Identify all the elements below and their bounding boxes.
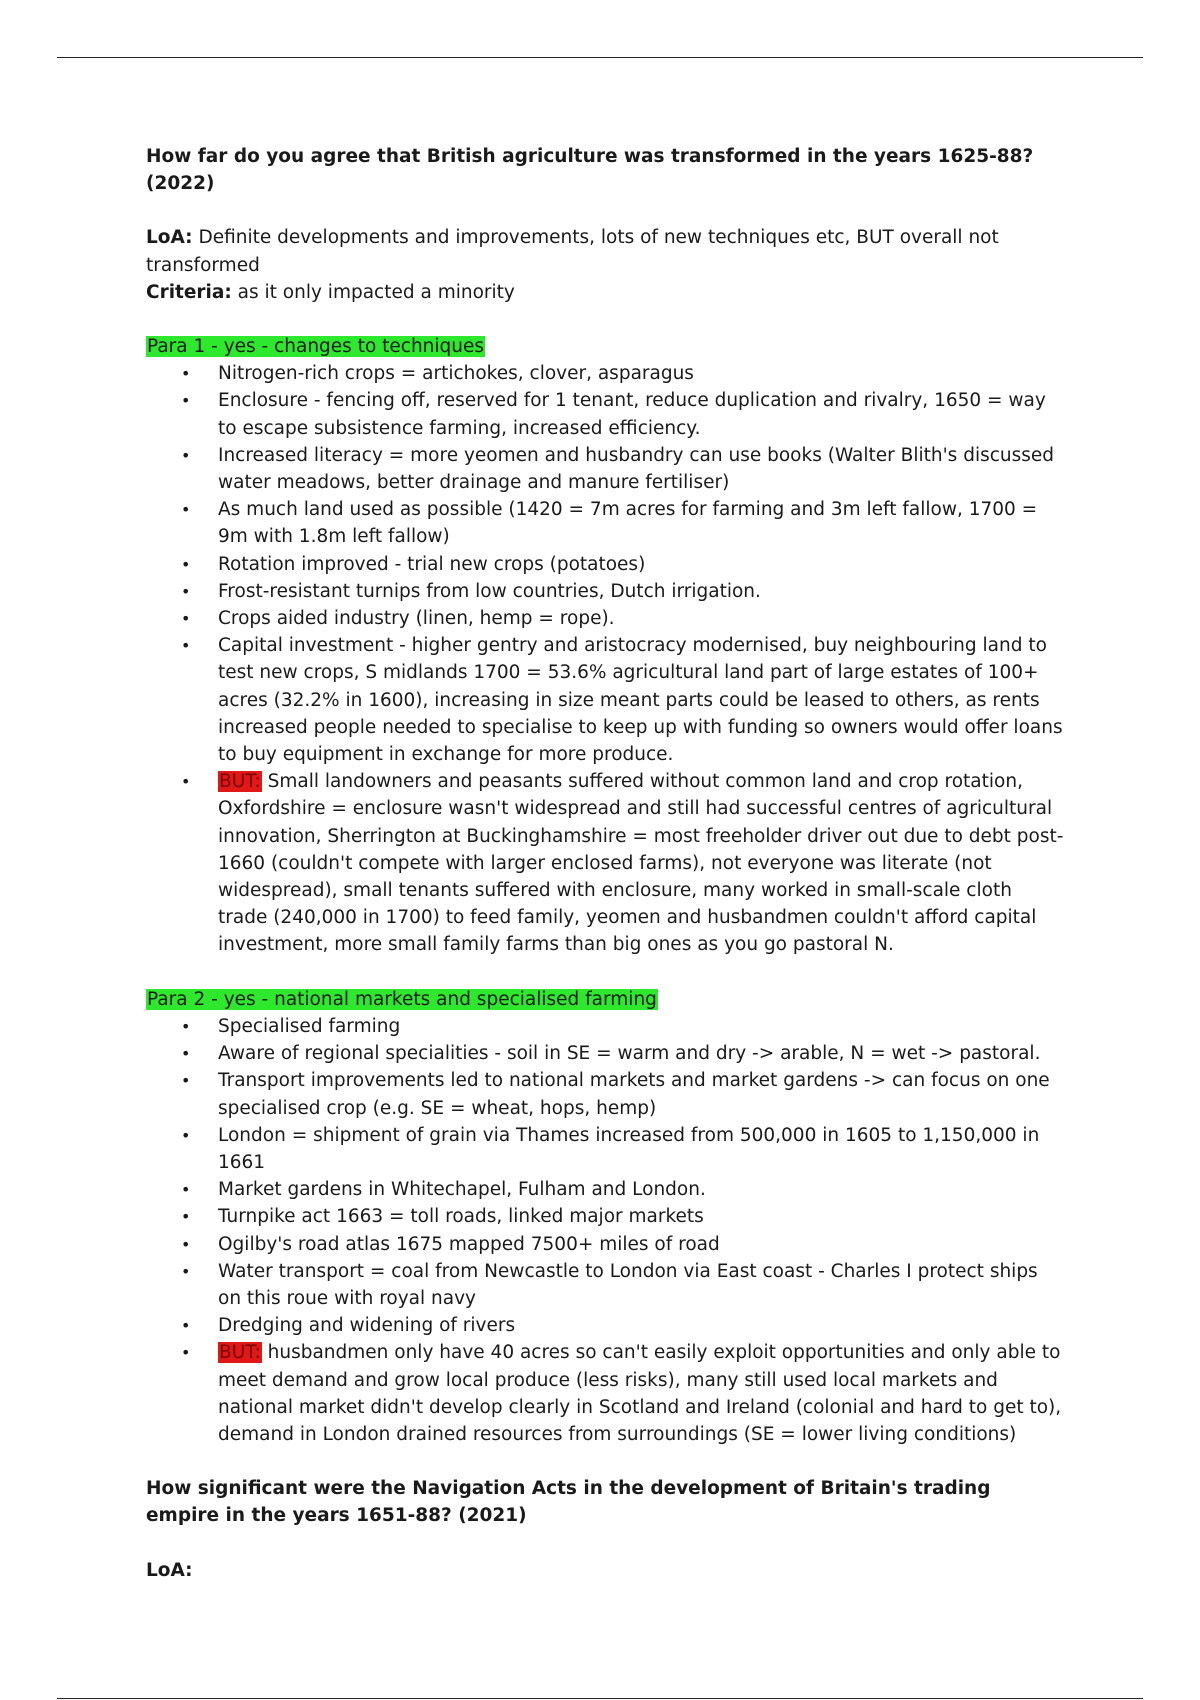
list-item-text: Increased literacy = more yeomen and husbandry can use books (Walter Blith's discussed water meadows, better drainage and manure fertiliser)	[218, 444, 1055, 494]
list-item	[146, 387, 1066, 441]
bullet-icon: •	[181, 391, 191, 411]
bullet-icon: •	[181, 1261, 191, 1281]
list-item	[146, 1040, 1066, 1067]
list-item	[146, 1258, 1066, 1312]
bottom-rule	[57, 1698, 1143, 1699]
list-item	[146, 442, 1066, 496]
but-highlight: BUT:	[219, 771, 261, 793]
bullet-icon: •	[181, 1016, 191, 1036]
list-item	[146, 1013, 1066, 1040]
list-item	[146, 1231, 1066, 1258]
question-2-title: How significant were the Navigation Acts in the development of Britain's trading empire in the years 1651-88? (2021)	[146, 1478, 991, 1527]
list-item-text: Transport improvements led to national markets and market gardens -> can focus on one specialised crop (e.g. SE = wheat, hops, hemp)	[218, 1070, 1050, 1119]
question-1-title: How far do you agree that British agriculture was transformed in the years 1625-88? (2022)	[146, 146, 1034, 195]
list-item-but	[146, 768, 1066, 958]
but-highlight: BUT:	[219, 1342, 261, 1364]
list-item	[146, 632, 1066, 768]
top-rule	[57, 57, 1143, 58]
para-2-heading-line	[146, 986, 1066, 1013]
question-2-loa	[146, 1557, 1066, 1584]
bullet-icon: •	[181, 772, 191, 792]
list-item-text: Dredging and widening of rivers	[218, 1315, 516, 1337]
list-item	[146, 496, 1066, 550]
list-item-text: Aware of regional specialities - soil in SE = warm and dry -> arable, N = wet -> pastoral.	[218, 1043, 1041, 1065]
bullet-icon: •	[181, 1234, 191, 1254]
criteria-label: Criteria:	[146, 281, 232, 303]
bullet-icon: •	[181, 445, 191, 465]
question-1-loa	[146, 224, 1066, 278]
list-item-text: Rotation improved - trial new crops (potatoes)	[218, 553, 646, 575]
question-1-criteria	[146, 279, 1066, 306]
para-2-list	[146, 1013, 1066, 1448]
list-item-text: Water transport = coal from Newcastle to London via East coast - Charles I protect ships on this roue with royal navy	[218, 1260, 1038, 1309]
list-item	[146, 1176, 1066, 1203]
list-item-text: Small landowners and peasants suffered without common land and crop rotation, Oxfordshire = enclosure wasn't widespread and still had successful centres of agricultural innovation, Sherrington at Buckinghamshire = most freeholder driver out due to debt post-1660 (couldn't compete with larger enclosed farms), not everyone was literate (not widespread), small tenants suffered with enclosure, many worked in small-scale cloth trade (240,000 in 1700) to feed family, yeomen and husbandmen couldn't afford capital investment, more small family farms than big ones as you go pastoral N.	[218, 771, 1064, 956]
list-item-but	[146, 1339, 1066, 1448]
para-1-heading: Para 1 - yes - changes to techniques	[147, 336, 485, 358]
list-item-text: Crops aided industry (linen, hemp = rope).	[218, 608, 615, 630]
bullet-icon: •	[181, 1071, 191, 1091]
list-item	[146, 605, 1066, 632]
loa-label: LoA:	[146, 227, 193, 249]
loa-label: LoA:	[146, 1559, 193, 1581]
list-item-text: Market gardens in Whitechapel, Fulham and London.	[218, 1179, 706, 1201]
list-item	[146, 1312, 1066, 1339]
bullet-icon: •	[181, 1180, 191, 1200]
list-item-text: husbandmen only have 40 acres so can't easily exploit opportunities and only able to meet demand and grow local produce (less risks), many still used local markets and national market didn't develop clearly in Scotland and Ireland (colonial and hard to get to), demand in London drained resources from surroundings (SE = lower living conditions)	[218, 1342, 1062, 1445]
bullet-icon: •	[181, 1207, 191, 1227]
bullet-icon: •	[181, 554, 191, 574]
document-body	[146, 143, 1066, 1584]
bullet-icon: •	[181, 609, 191, 629]
bullet-icon: •	[181, 500, 191, 520]
list-item-text: Specialised farming	[218, 1015, 401, 1037]
list-item-text: Capital investment - higher gentry and aristocracy modernised, buy neighbouring land to test new crops, S midlands 1700 = 53.6% agricultural land part of large estates of 100+ acres (32.2% in 1600), increasing in size meant parts could be leased to others, as rents increased people needed to specialise to keep up with funding so owners would offer loans to buy equipment in exchange for more produce.	[218, 635, 1063, 766]
criteria-text: as it only impacted a minority	[231, 281, 515, 303]
list-item-text: Nitrogen-rich crops = artichokes, clover, asparagus	[218, 363, 694, 385]
list-item	[146, 551, 1066, 578]
bullet-icon: •	[181, 364, 191, 384]
bullet-icon: •	[181, 636, 191, 656]
list-item-text: Frost-resistant turnips from low countries, Dutch irrigation.	[218, 580, 761, 602]
para-1-heading-line	[146, 333, 1066, 360]
para-1-list	[146, 360, 1066, 958]
list-item-text: London = shipment of grain via Thames increased from 500,000 in 1605 to 1,150,000 in 1661	[218, 1124, 1040, 1173]
loa-text: Definite developments and improvements, lots of new techniques etc, BUT overall not transformed	[146, 227, 999, 276]
list-item	[146, 1203, 1066, 1230]
list-item-text: Enclosure - fencing off, reserved for 1 tenant, reduce duplication and rivalry, 1650 = way to escape subsistence farming, increased efficiency.	[218, 390, 1046, 439]
list-item-text: As much land used as possible (1420 = 7m acres for farming and 3m left fallow, 1700 = 9m with 1.8m left fallow)	[218, 499, 1038, 548]
bullet-icon: •	[181, 1125, 191, 1145]
bullet-icon: •	[181, 1316, 191, 1336]
bullet-icon: •	[181, 1044, 191, 1064]
list-item-text: Ogilby's road atlas 1675 mapped 7500+ miles of road	[218, 1233, 720, 1255]
list-item	[146, 578, 1066, 605]
list-item	[146, 1067, 1066, 1121]
bullet-icon: •	[181, 1343, 191, 1363]
bullet-icon: •	[181, 581, 191, 601]
list-item-text: Turnpike act 1663 = toll roads, linked major markets	[218, 1206, 704, 1228]
list-item	[146, 360, 1066, 387]
list-item	[146, 1122, 1066, 1176]
para-2-heading: Para 2 - yes - national markets and specialised farming	[147, 988, 657, 1010]
